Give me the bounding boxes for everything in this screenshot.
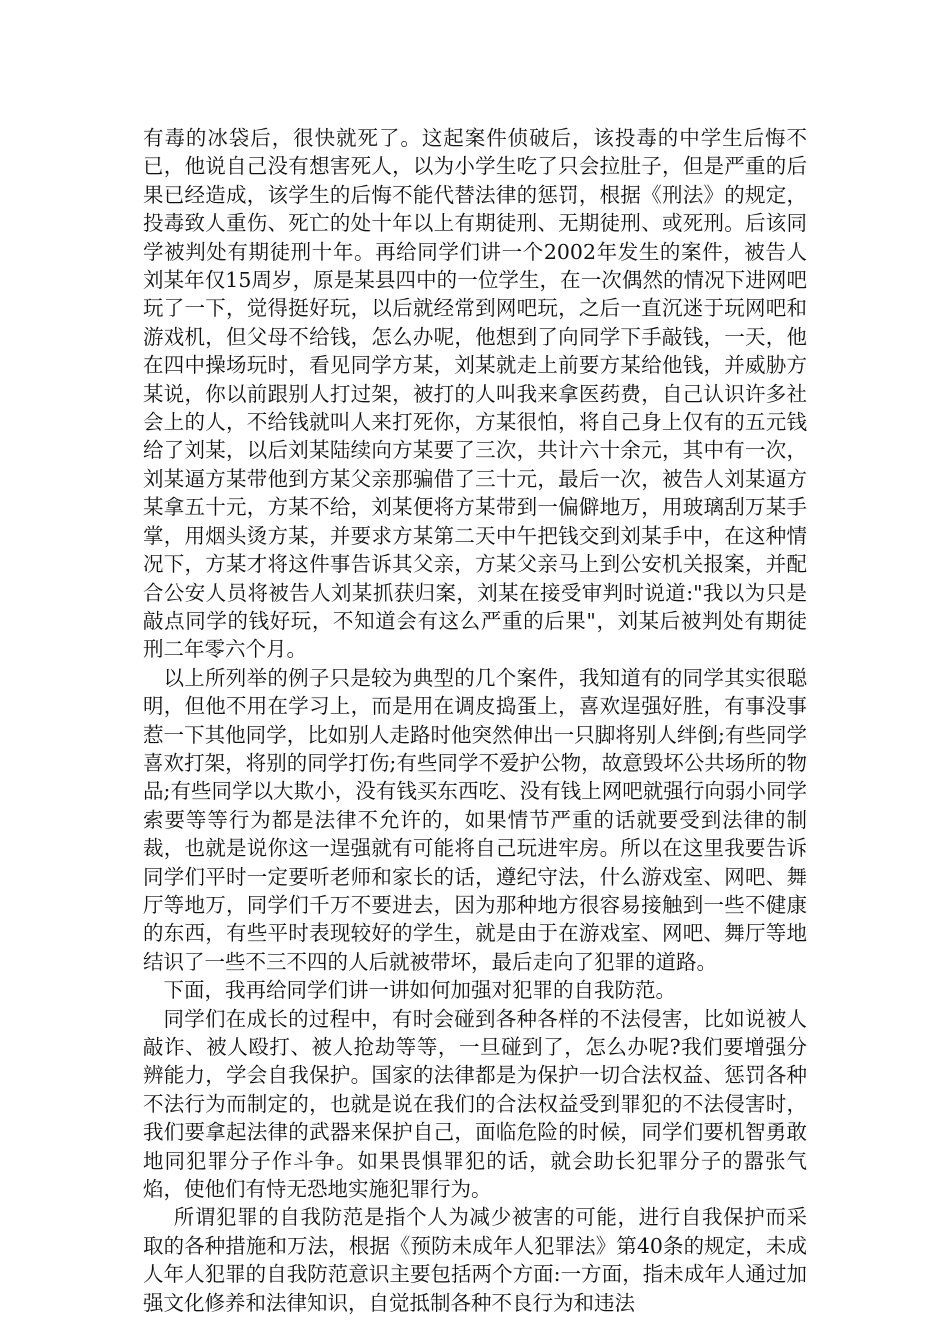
paragraph-self-defense-intro: 下面，我再给同学们讲一讲如何加强对犯罪的自我防范。 xyxy=(163,978,676,1003)
document-page xyxy=(143,124,807,1317)
paragraph-crime-prevention-definition: 所谓犯罪的自我防范是指个人为减少被害的可能，进行自我保护而采取的各种措施和万法，根据《预防未成年人犯罪法》第40条的规定，未成人年人犯罪的自我防范意识主要包括两个方面:一方面，指未成年人通过加强文化修养和法律知识，自觉抵制各种不良行为和违法 xyxy=(143,1205,807,1315)
paragraph-examples-summary: 以上所列举的例子只是较为典型的几个案件，我知道有的同学其实很聪明，但他不用在学习上，而是用在调皮捣蛋上，喜欢逞强好胜，有事没事惹一下其他同学，比如别人走路时他突然伸出一只脚将别人绊倒;有些同学喜欢打架，将别的同学打伤;有些同学不爱护公物，故意毁坏公共场所的物品;有些同学以大欺小，没有钱买东西吃、没有钱上网吧就强行向弱小同学索要等等行为都是法律不允许的，如果情节严重的话就要受到法律的制裁，也就是说你这一逞强就有可能将自己玩进牢房。所以在这里我要告诉同学们平时一定要听老师和家长的话，遵纪守法，什么游戏室、网吧、舞厅等地万，同学们千万不要进去，因为那种地方很容易接触到一些不健康的东西，有些平时表现较好的学生，就是由于在游戏室、网吧、舞厅等地结识了一些不三不四的人后就被带坏，最后走向了犯罪的道路。 xyxy=(143,665,807,974)
paragraph-legal-protection: 同学们在成长的过程中，有时会碰到各种各样的不法侵害，比如说被人敲诈、被人殴打、被人抢劫等等，一旦碰到了，怎么办呢?我们要增强分辨能力，学会自我保护。国家的法律都是为保护一切合法权益、惩罚各种不法行为而制定的，也就是说在我们的合法权益受到罪犯的不法侵害时，我们要拿起法律的武器来保护自己，面临危险的时候，同学们要机智勇敢地同犯罪分子作斗争。如果畏惧罪犯的话，就会助长犯罪分子的嚣张气焰，使他们有恃无恐地实施犯罪行为。 xyxy=(143,1006,807,1202)
paragraph-case-story: 有毒的冰袋后，很快就死了。这起案件侦破后，该投毒的中学生后悔不已，他说自己没有想害死人，以为小学生吃了只会拉肚子，但是严重的后果已经造成，该学生的后悔不能代替法律的惩罚，根据《刑法》的规定，投毒致人重伤、死亡的处十年以上有期徒刑、无期徒刑、或死刑。后该同学被判处有期徒刑十年。再给同学们讲一个2002年发生的案件，被告人刘某年仅15周岁，原是某县四中的一位学生，在一次偶然的情况下进网吧玩了一下，觉得挺好玩，以后就经常到网吧玩，之后一直沉迷于玩网吧和游戏机，但父母不给钱，怎么办呢，他想到了向同学下手敲钱，一天，他在四中操场玩时，看见同学方某，刘某就走上前要方某给他钱，并威胁方某说，你以前跟别人打过架，被打的人叫我来拿医药费，自己认识许多社会上的人，不给钱就叫人来打死你，方某很怕，将自己身上仅有的五元钱给了刘某，以后刘某陆续向方某要了三次，共计六十余元，其中有一次，刘某逼方某带他到方某父亲那骗借了三十元，最后一次，被告人刘某逼方某拿五十元，方某不给，刘某便将方某带到一偏僻地万，用玻璃刮万某手掌，用烟头烫方某，并要求方某第二天中午把钱交到刘某手中，在这种情况下，方某才将这件事告诉其父亲，方某父亲马上到公安机关报案，并配合公安人员将被告人刘某抓获归案，刘某在接受审判时说道:"我以为只是敲点同学的钱好玩，不知道会有这么严重的后果"，刘某后被判处有期徒刑二年零六个月。 xyxy=(143,126,807,662)
